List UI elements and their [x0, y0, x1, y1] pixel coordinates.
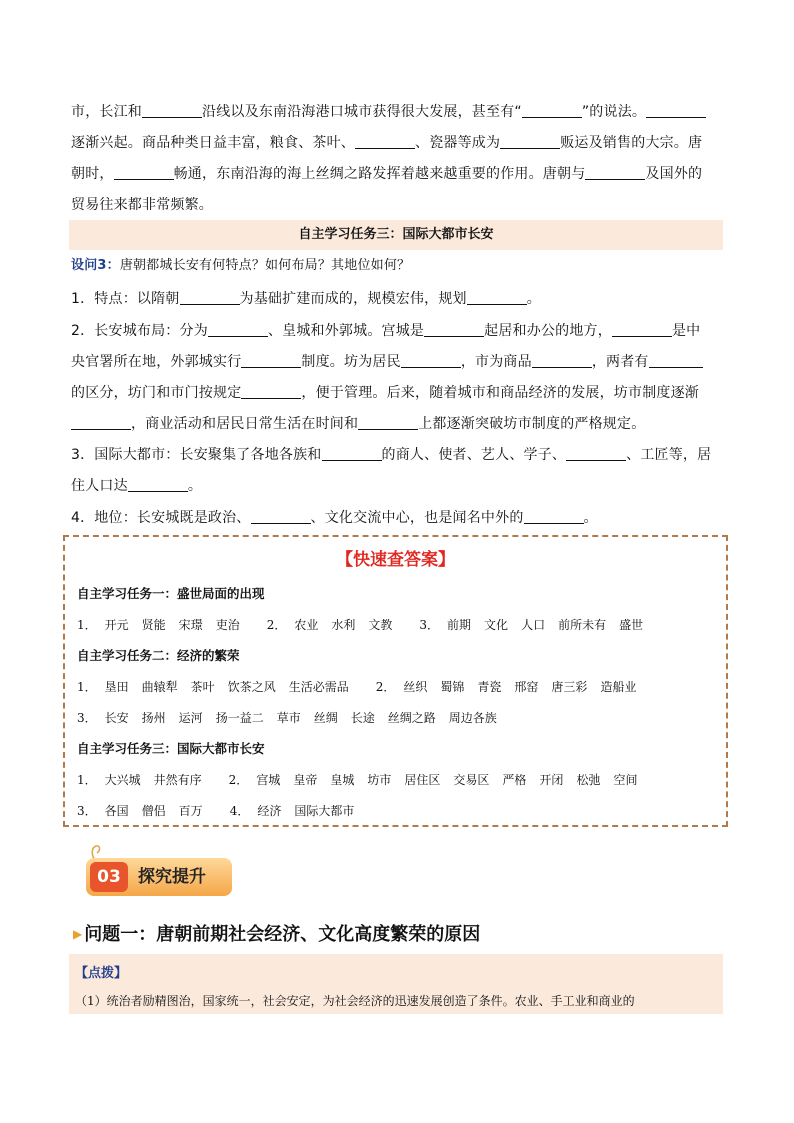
answer-term: 空间	[613, 773, 638, 787]
answer-term: 交易区	[453, 773, 490, 787]
answer-term: 严格	[502, 773, 527, 787]
text: 、瓷器等成为	[415, 135, 501, 151]
answer-line	[77, 709, 510, 726]
answer-term: 运河	[178, 711, 203, 725]
item-1	[71, 284, 721, 315]
text: 住人口达	[71, 478, 128, 494]
fill-blank[interactable]	[208, 322, 268, 337]
answer-term: 吏治	[215, 618, 240, 632]
text: 的商人、使者、艺人、学子、	[381, 447, 567, 463]
item-3	[71, 440, 721, 502]
answer-number: 1．	[77, 680, 97, 694]
answer-head-task3: 自主学习任务三：国际大都市长安	[77, 741, 265, 756]
line	[71, 128, 721, 159]
answer-number: 1．	[77, 773, 97, 787]
answer-term: 生活必需品	[288, 680, 349, 694]
fill-blank[interactable]	[649, 353, 703, 368]
text: ，市为商品	[460, 354, 532, 370]
answer-head-task1: 自主学习任务一：盛世局面的出现	[77, 586, 265, 601]
paragraph-economy	[71, 97, 721, 221]
question-3	[71, 253, 721, 279]
item-4	[71, 503, 721, 534]
line	[71, 190, 721, 221]
answer-term: 丝织	[403, 680, 428, 694]
text: 起居和办公的地方，	[484, 323, 612, 339]
answer-term: 丝绸	[313, 711, 338, 725]
fill-blank[interactable]	[585, 165, 645, 180]
task3-title: 自主学习任务三：国际大都市长安	[69, 220, 723, 250]
text: 1．特点：以隋朝	[71, 291, 180, 307]
answer-term: 国际大都市	[294, 804, 355, 818]
answer-term: 盛世	[619, 618, 644, 632]
line	[71, 440, 721, 471]
fill-blank[interactable]	[532, 353, 592, 368]
line	[71, 409, 721, 440]
fill-blank[interactable]	[322, 446, 382, 461]
text: 制度。坊为居民	[301, 354, 401, 370]
answer-term: 唐三彩	[551, 680, 588, 694]
answer-term: 长途	[350, 711, 375, 725]
line	[71, 378, 721, 409]
fill-blank[interactable]	[241, 384, 301, 399]
answer-term: 周边各族	[448, 711, 497, 725]
fill-blank[interactable]	[142, 103, 202, 118]
text: 市，长江和	[71, 104, 142, 120]
text: 3．国际大都市：长安聚集了各地各族和	[71, 447, 322, 463]
answer-term: 长安	[104, 711, 129, 725]
fill-blank[interactable]	[180, 290, 240, 305]
answer-term: 皇城	[330, 773, 355, 787]
answer-term: 邢窑	[514, 680, 539, 694]
answer-line	[77, 678, 649, 695]
answer-term: 文化	[484, 618, 509, 632]
answer-term: 居住区	[404, 773, 441, 787]
text: ，便于管理。后来，随着城市和商品经济的发展，坊市制度逐渐	[301, 385, 700, 401]
answer-term: 扬一益二	[215, 711, 264, 725]
answer-term: 蜀锦	[440, 680, 465, 694]
text: 、工匠等，居	[626, 447, 712, 463]
answer-term: 皇帝	[293, 773, 318, 787]
text: 、皇城和外郭城。宫城是	[267, 323, 425, 339]
text: 2．长安城布局：分为	[71, 323, 208, 339]
answer-term: 大兴城	[104, 773, 141, 787]
question-text: 唐朝都城长安有何特点？如何布局？其地位如何？	[119, 258, 411, 273]
fill-blank[interactable]	[467, 290, 527, 305]
fill-blank[interactable]	[522, 103, 582, 118]
answer-head-task2: 自主学习任务二：经济的繁荣	[77, 648, 240, 663]
line	[71, 316, 721, 347]
fill-blank[interactable]	[524, 509, 584, 524]
fill-blank[interactable]	[358, 415, 418, 430]
fill-blank[interactable]	[424, 322, 484, 337]
text: 的区分，坊门和市门按规定	[71, 385, 242, 401]
text: 上都逐渐突破坊市制度的严格规定。	[418, 416, 646, 432]
line	[71, 471, 721, 502]
problem-text: 问题一：唐朝前期社会经济、文化高度繁荣的原因	[84, 924, 481, 945]
text: 畅通，东南沿海的海上丝绸之路发挥着越来越重要的作用。唐朝与	[173, 166, 586, 182]
answer-term: 造船业	[600, 680, 637, 694]
text: 央官署所在地，外郭城实行	[71, 354, 242, 370]
text: ，两者有	[591, 354, 649, 370]
answer-number: 2．	[266, 618, 287, 632]
answer-term: 松弛	[576, 773, 601, 787]
answer-number: 2．	[375, 680, 396, 694]
answer-term: 曲辕犁	[141, 680, 178, 694]
text: 。	[187, 478, 203, 494]
answer-number: 4．	[229, 804, 250, 818]
fill-blank[interactable]	[241, 353, 301, 368]
text: 逐渐兴起。商品种类日益丰富，粮食、茶叶、	[71, 135, 355, 151]
answer-term: 贤能	[141, 618, 166, 632]
answer-term: 垦田	[104, 680, 129, 694]
answer-box	[63, 535, 728, 827]
text: 贩运及销售的大宗。唐	[560, 135, 703, 151]
problem-1-title	[73, 920, 480, 946]
answer-number: 1．	[77, 618, 97, 632]
answer-term: 青瓷	[477, 680, 502, 694]
text: 、文化交流中心，也是闻名中外的	[310, 510, 524, 526]
answer-term: 文教	[368, 618, 393, 632]
line	[71, 347, 721, 378]
answer-term: 各国	[104, 804, 129, 818]
answer-term: 扬州	[141, 711, 166, 725]
answer-term: 农业	[294, 618, 319, 632]
answer-term: 人口	[521, 618, 546, 632]
section-badge	[86, 858, 232, 896]
line	[71, 159, 721, 190]
fill-blank[interactable]	[251, 509, 311, 524]
text: 及国外的	[645, 166, 703, 182]
text: 为基础扩建而成的，规模宏伟，规划	[239, 291, 467, 307]
fill-blank[interactable]	[646, 103, 706, 118]
hint-label: 【点拨】	[75, 966, 128, 981]
fill-blank[interactable]	[612, 322, 672, 337]
answer-term: 坊市	[367, 773, 392, 787]
answer-term: 草市	[276, 711, 301, 725]
answer-term: 僧侣	[141, 804, 166, 818]
answer-term: 丝绸之路	[387, 711, 436, 725]
triangle-icon: ▶	[73, 927, 83, 941]
section-number: 03	[90, 862, 128, 892]
answer-term: 前所未有	[558, 618, 607, 632]
answer-line	[77, 771, 650, 788]
fill-blank[interactable]	[566, 446, 626, 461]
answer-term: 宫城	[256, 773, 281, 787]
question-label: 设问3：	[71, 258, 120, 273]
text: 是中	[671, 323, 701, 339]
fill-blank[interactable]	[71, 415, 131, 430]
item-2	[71, 316, 721, 440]
fill-blank[interactable]	[401, 353, 461, 368]
answer-line	[77, 616, 656, 633]
answer-term: 经济	[257, 804, 282, 818]
text: ，商业活动和居民日常生活在时间和	[131, 416, 359, 432]
answer-term: 饮茶之风	[227, 680, 276, 694]
answer-title: 【快速查答案】	[336, 550, 455, 570]
answer-number: 3．	[419, 618, 440, 632]
hint-text: （1）统治者励精图治，国家统一，社会安定，为社会经济的迅速发展创造了条件。农业、手工业和商业的	[75, 994, 635, 1008]
line	[71, 97, 721, 128]
answer-term: 开闭	[539, 773, 564, 787]
fill-blank[interactable]	[114, 165, 174, 180]
answer-term: 百万	[178, 804, 203, 818]
answer-term: 前期	[447, 618, 472, 632]
answer-term: 水利	[331, 618, 356, 632]
answer-line	[77, 802, 367, 819]
text: ”的说法。	[581, 104, 647, 120]
hint-box	[69, 954, 723, 1014]
fill-blank[interactable]	[128, 477, 188, 492]
answer-number: 2．	[228, 773, 249, 787]
fill-blank[interactable]	[500, 134, 560, 149]
fill-blank[interactable]	[355, 134, 415, 149]
text: 4．地位：长安城既是政治、	[71, 510, 251, 526]
text: 贸易往来都非常频繁。	[71, 197, 213, 213]
answer-term: 开元	[104, 618, 129, 632]
answer-term: 宋璟	[178, 618, 203, 632]
answer-number: 3．	[77, 804, 97, 818]
text: 。	[526, 291, 541, 307]
answer-number: 3．	[77, 711, 97, 725]
answer-term: 井然有序	[153, 773, 202, 787]
text: 。	[583, 510, 598, 526]
section-label: 探究提升	[138, 867, 206, 887]
text: 朝时，	[71, 166, 114, 182]
answer-term: 茶叶	[190, 680, 215, 694]
text: 沿线以及东南沿海港口城市获得很大发展，甚至有“	[202, 104, 522, 120]
